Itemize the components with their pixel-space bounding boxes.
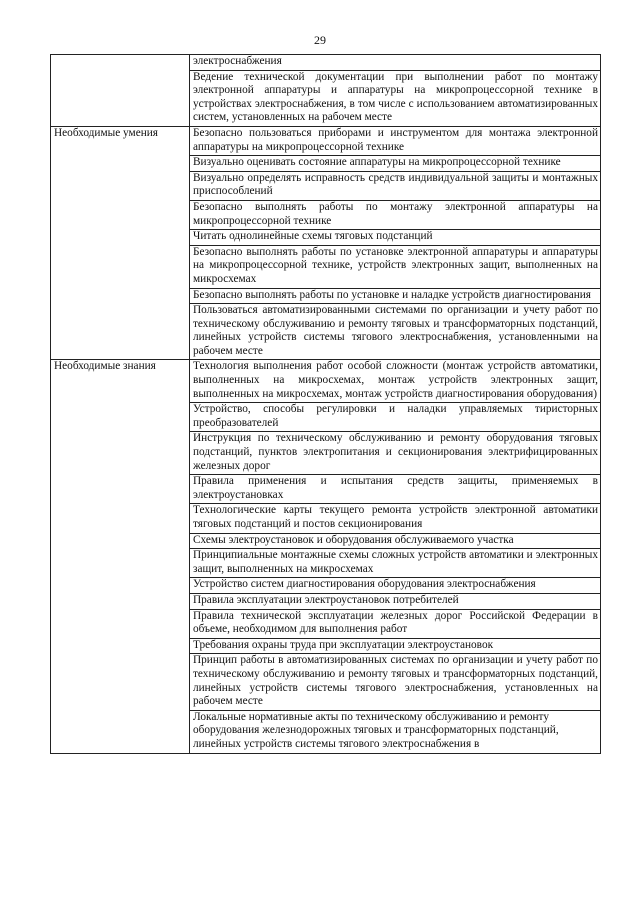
table-row bbox=[51, 55, 601, 71]
table-cell: Схемы электроустановок и оборудования обслуживаемого участка bbox=[190, 533, 601, 549]
table-cell: Ведение технической документации при выполнении работ по монтажу электронной аппаратуры и аппаратуры на микропроцессорной технике в устройствах электроснабжения, в том числе с использованием автоматизированных систем, установленных на рабочем месте bbox=[190, 70, 601, 126]
table-cell: Принципиальные монтажные схемы сложных устройств автоматики и электронных защит, выполненных на микросхемах bbox=[190, 549, 601, 578]
page-number: 29 bbox=[314, 33, 326, 47]
table-cell: Правила эксплуатации электроустановок потребителей bbox=[190, 593, 601, 609]
table-cell: Локальные нормативные акты по техническому обслуживанию и ремонту оборудования железнодорожных тяговых и трансформаторных подстанций, линейных устройств системы тягового электроснабжения в bbox=[190, 710, 601, 753]
table-cell: Безопасно выполнять работы по установке электронной аппаратуры и аппаратуры на микропроцессорной технике, устройств электронных защит, выполненных на микросхемах bbox=[190, 245, 601, 288]
table-cell: Читать однолинейные схемы тяговых подстанций bbox=[190, 230, 601, 246]
table-cell: Визуально определять исправность средств индивидуальной защиты и монтажных приспособлений bbox=[190, 171, 601, 200]
section-label bbox=[51, 55, 190, 127]
table-cell: Правила технической эксплуатации железных дорог Российской Федерации в объеме, необходимом для выполнения работ bbox=[190, 609, 601, 638]
table-cell: Безопасно пользоваться приборами и инструментом для монтажа электронной аппаратуры на микропроцессорной технике bbox=[190, 126, 601, 155]
competency-table-body bbox=[51, 55, 601, 754]
table-row bbox=[51, 126, 601, 155]
table-cell: Безопасно выполнять работы по установке и наладке устройств диагностирования bbox=[190, 288, 601, 304]
table-cell: Инструкция по техническому обслуживанию и ремонту оборудования тяговых подстанций, пунктов электропитания и секционирования электрифицированных железных дорог bbox=[190, 432, 601, 475]
competency-table bbox=[50, 54, 601, 754]
table-cell: Устройство систем диагностирования оборудования электроснабжения bbox=[190, 578, 601, 594]
section-label: Необходимые умения bbox=[51, 126, 190, 360]
table-cell: Требования охраны труда при эксплуатации электроустановок bbox=[190, 638, 601, 654]
table-cell: Принцип работы в автоматизированных системах по организации и учету работ по техническому обслуживанию и ремонту тяговых и трансформаторных подстанций, линейных устройств системы тягового электроснабжения, установленных на рабочем месте bbox=[190, 654, 601, 710]
table-row bbox=[51, 360, 601, 403]
section-label: Необходимые знания bbox=[51, 360, 190, 753]
table-cell: электроснабжения bbox=[190, 55, 601, 71]
table-cell: Визуально оценивать состояние аппаратуры на микропроцессорной технике bbox=[190, 156, 601, 172]
table-cell: Правила применения и испытания средств защиты, применяемых в электроустановках bbox=[190, 475, 601, 504]
table-cell: Технология выполнения работ особой сложности (монтаж устройств автоматики, выполненных на микросхемах, монтаж устройств электронных защит, выполненных на микросхемах, монтаж устройств диагностирования оборудования) bbox=[190, 360, 601, 403]
table-cell: Технологические карты текущего ремонта устройств электронной автоматики тяговых подстанций и постов секционирования bbox=[190, 504, 601, 533]
table-cell: Устройство, способы регулировки и наладки управляемых тиристорных преобразователей bbox=[190, 403, 601, 432]
table-cell: Безопасно выполнять работы по монтажу электронной аппаратуры на микропроцессорной технике bbox=[190, 200, 601, 229]
table-cell: Пользоваться автоматизированными системами по организации и учету работ по техническому обслуживанию и ремонту тяговых и трансформаторных подстанций, линейных устройств системы тягового электроснабжения, установленными на рабочем месте bbox=[190, 304, 601, 360]
